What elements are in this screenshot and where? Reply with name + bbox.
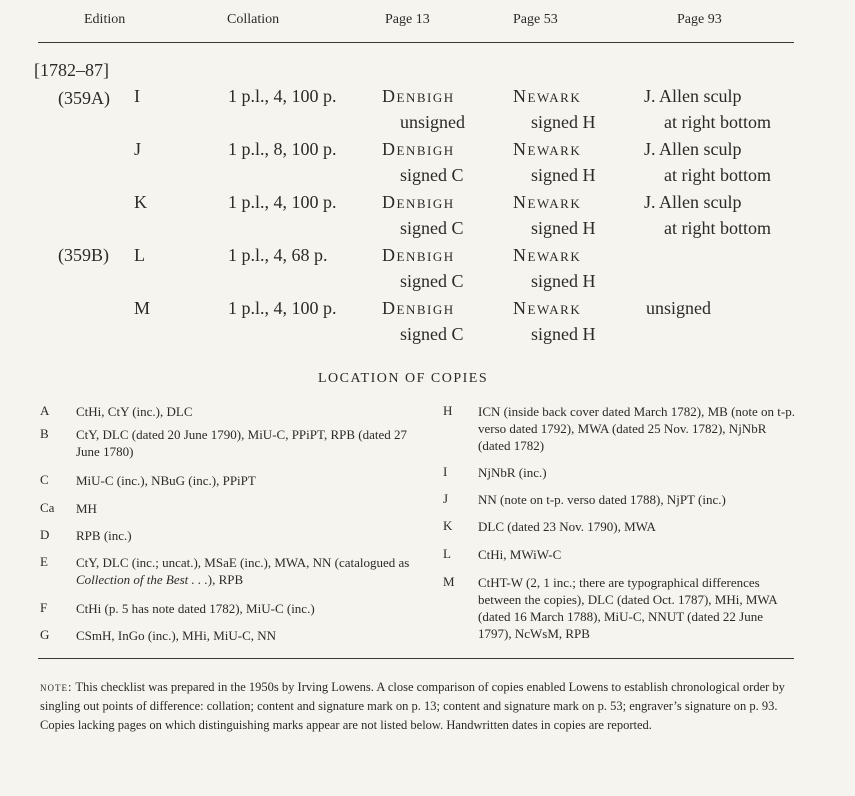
collation-cell: 1 p.l., 8, 100 p. bbox=[228, 139, 337, 159]
group-label-359b: (359B) bbox=[58, 245, 109, 265]
page13-signature: signed C bbox=[400, 271, 464, 291]
copy-entry: ICN (inside back cover dated March 1782), MB (note on t-p. verso dated 1792), MWA (dated 25 Nov. 1782), NjNbR (dated 1782) bbox=[478, 404, 795, 453]
page13-signature: signed C bbox=[400, 165, 464, 185]
copy-entry: CSmH, InGo (inc.), MHi, MiU-C, NN bbox=[76, 628, 277, 643]
copy-code: J bbox=[443, 491, 449, 506]
edition-cell: M bbox=[134, 298, 151, 318]
copy-code: G bbox=[40, 627, 50, 642]
header-rule bbox=[38, 42, 794, 43]
page53-name: Newark bbox=[513, 86, 582, 106]
copy-code: B bbox=[40, 426, 49, 441]
header-collation: Collation bbox=[227, 12, 280, 27]
collation-cell: 1 p.l., 4, 68 p. bbox=[228, 245, 328, 265]
copy-entry: CtHi, MWiW-C bbox=[478, 547, 562, 562]
header-page-53: Page 53 bbox=[513, 12, 558, 27]
copy-code: H bbox=[443, 403, 453, 418]
copy-entry: CtY, DLC (dated 20 June 1790), MiU-C, PPiPT, RPB (dated 27 June 1780) bbox=[76, 427, 408, 459]
group-label-359a: (359A) bbox=[58, 88, 110, 108]
copy-entry-part: CtY, DLC (inc.; uncat.), MSaE (inc.), MWA, NN (catalogued as bbox=[76, 555, 410, 570]
page53-signature: signed H bbox=[531, 112, 596, 132]
copy-code: E bbox=[40, 554, 48, 569]
copy-entry: NN (note on t-p. verso dated 1788), NjPT (inc.) bbox=[478, 492, 726, 507]
edition-cell: K bbox=[134, 192, 147, 212]
copy-entry-part: ), RPB bbox=[207, 572, 244, 587]
copy-entry: NjNbR (inc.) bbox=[478, 465, 547, 480]
copy-code: F bbox=[40, 600, 48, 615]
note-label: note: bbox=[40, 680, 73, 694]
copy-entry: CtHi, CtY (inc.), DLC bbox=[76, 404, 193, 419]
copy-code: M bbox=[443, 574, 455, 589]
page13-name: Denbigh bbox=[382, 192, 455, 212]
copy-code: D bbox=[40, 527, 50, 542]
page53-signature: signed H bbox=[531, 165, 596, 185]
collation-cell: 1 p.l., 4, 100 p. bbox=[228, 86, 337, 106]
location-title: LOCATION OF COPIES bbox=[318, 371, 489, 386]
copy-entry-title: Collection of the Best . . . bbox=[76, 572, 208, 587]
collation-cell: 1 p.l., 4, 100 p. bbox=[228, 298, 337, 318]
page93-position: at right bottom bbox=[664, 112, 771, 132]
copy-code: K bbox=[443, 518, 453, 533]
collation-cell: 1 p.l., 4, 100 p. bbox=[228, 192, 337, 212]
page53-signature: signed H bbox=[531, 271, 596, 291]
copy-entry: CtHi (p. 5 has note dated 1782), MiU-C (inc.) bbox=[76, 601, 315, 616]
copy-code: L bbox=[443, 546, 451, 561]
page13-name: Denbigh bbox=[382, 245, 455, 265]
edition-cell: I bbox=[134, 86, 140, 106]
page53-name: Newark bbox=[513, 139, 582, 159]
page13-name: Denbigh bbox=[382, 86, 455, 106]
page13-signature: signed C bbox=[400, 218, 464, 238]
copy-entry: MiU-C (inc.), NBuG (inc.), PPiPT bbox=[76, 473, 256, 488]
page93-position: at right bottom bbox=[664, 165, 771, 185]
copy-entry: MH bbox=[76, 501, 97, 516]
page53-name: Newark bbox=[513, 245, 582, 265]
header-page-13: Page 13 bbox=[385, 12, 430, 27]
page53-signature: signed H bbox=[531, 218, 596, 238]
page93-engraver: J. Allen sculp bbox=[644, 139, 742, 159]
copy-code: I bbox=[443, 464, 448, 479]
copy-entry: DLC (dated 23 Nov. 1790), MWA bbox=[478, 519, 656, 534]
copy-code: C bbox=[40, 472, 49, 487]
page93-engraver: J. Allen sculp bbox=[644, 86, 742, 106]
date-range: [1782–87] bbox=[34, 60, 109, 80]
edition-cell: J bbox=[134, 139, 142, 159]
header-page-93: Page 93 bbox=[677, 12, 722, 27]
page13-name: Denbigh bbox=[382, 139, 455, 159]
copy-entry: CtHT-W (2, 1 inc.; there are typographical differences between the copies), DLC (dated Oct. 1787), MHi, MWA (dated 16 March 1788), MiU-C, NNUT (dated 22 June 1797), NcWsM, RPB bbox=[478, 575, 777, 641]
note-paragraph bbox=[40, 678, 798, 735]
footer-rule bbox=[38, 658, 794, 659]
copy-entry bbox=[76, 554, 410, 588]
edition-cell: L bbox=[134, 245, 145, 265]
page53-name: Newark bbox=[513, 192, 582, 212]
page13-signature: signed C bbox=[400, 324, 464, 344]
page53-signature: signed H bbox=[531, 324, 596, 344]
copy-entry: RPB (inc.) bbox=[76, 528, 132, 543]
page93-position: at right bottom bbox=[664, 218, 771, 238]
note-text: This checklist was prepared in the 1950s by Irving Lowens. A close comparison of copies enabled Lowens to establish chronological order by singling out points of difference: collation; content and signature mark on p. 13; content and signature mark on p. 53; engraver’s signature on p. 93. Copies lacking pages on which distinguishing marks appear are not listed below. Handwritten dates in copies are reported. bbox=[40, 680, 785, 732]
page13-signature: unsigned bbox=[400, 112, 465, 132]
page93-engraver: J. Allen sculp bbox=[644, 192, 742, 212]
copy-code: A bbox=[40, 403, 50, 418]
page13-name: Denbigh bbox=[382, 298, 455, 318]
header-edition: Edition bbox=[84, 12, 126, 27]
copy-code: Ca bbox=[40, 500, 55, 515]
page93-engraver: unsigned bbox=[646, 298, 711, 318]
page53-name: Newark bbox=[513, 298, 582, 318]
